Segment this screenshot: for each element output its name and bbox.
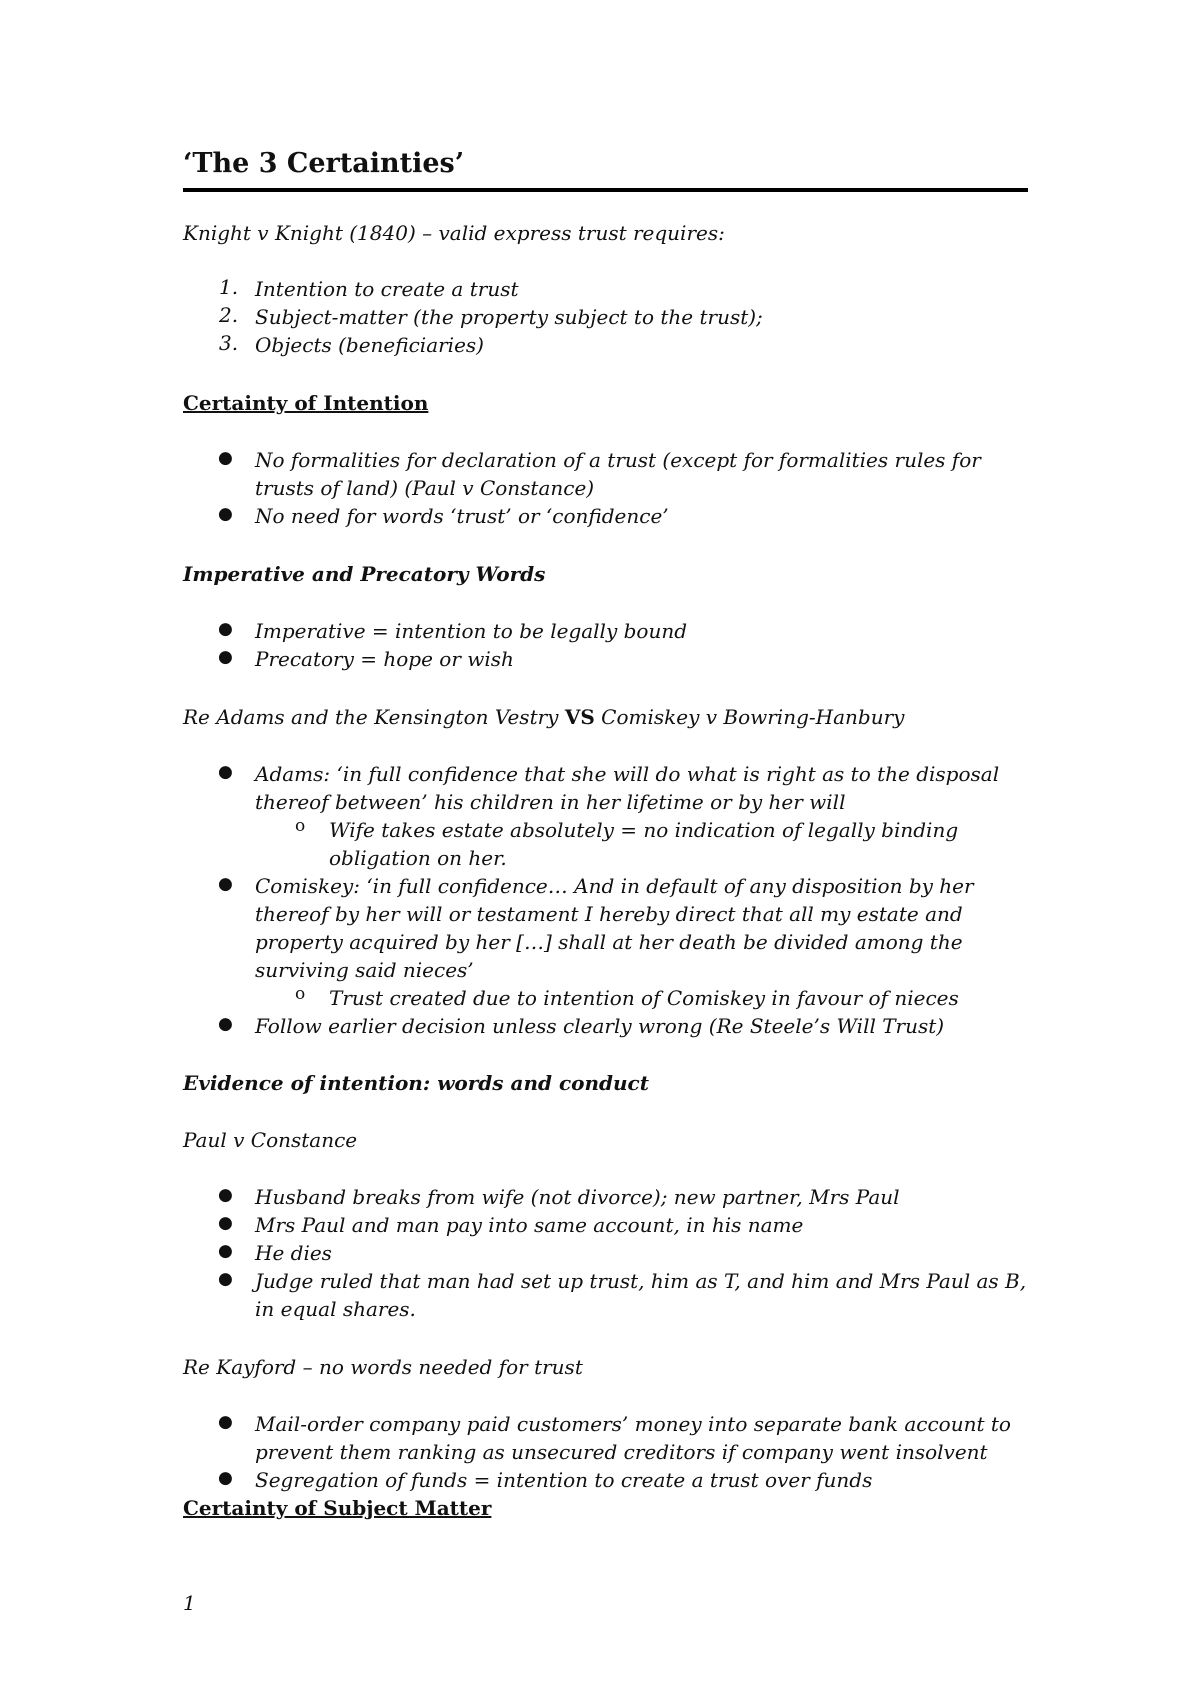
list-item: Precatory = hope or wish — [255, 647, 514, 671]
section-heading-subject: Certainty of Subject Matter — [183, 1496, 492, 1520]
sub-bullet-icon: o — [295, 816, 306, 836]
bullet-icon: ● — [218, 1269, 233, 1289]
bullet-icon: ● — [218, 448, 233, 468]
list-item: Follow earlier decision unless clearly wrong (Re Steele’s Will Trust) — [255, 1014, 945, 1038]
list-number: 2. — [219, 303, 239, 327]
list-item: No need for words ‘trust’ or ‘confidence’ — [255, 504, 669, 528]
list-item: Comiskey: ‘in full confidence… And in default of any disposition by her — [255, 874, 974, 898]
list-item-continued: in equal shares. — [255, 1297, 416, 1321]
intro-text: Knight v Knight (1840) – valid express trust requires: — [183, 221, 725, 245]
bullet-icon: ● — [218, 1468, 233, 1488]
sub-list-item: Wife takes estate absolutely = no indication of legally binding — [329, 818, 959, 842]
bullet-icon: ● — [218, 1213, 233, 1233]
list-item: Intention to create a trust — [255, 277, 519, 301]
list-item-continued: thereof between’ his children in her lifetime or by her will — [255, 790, 846, 814]
case-name: Re Adams and the Kensington Vestry — [183, 705, 565, 729]
case-heading-adams — [183, 703, 904, 731]
section-heading-intention: Certainty of Intention — [183, 391, 429, 415]
list-item: Mrs Paul and man pay into same account, in his name — [255, 1213, 804, 1237]
bullet-icon: ● — [218, 1412, 233, 1432]
list-item: Objects (beneficiaries) — [255, 333, 484, 357]
list-number: 1. — [219, 275, 239, 299]
case-heading-paul: Paul v Constance — [183, 1128, 358, 1152]
list-item: He dies — [255, 1241, 332, 1265]
sub-list-item: Trust created due to intention of Comiskey in favour of nieces — [329, 986, 959, 1010]
section-heading-words: Imperative and Precatory Words — [183, 562, 546, 586]
versus-label: VS — [564, 705, 595, 729]
list-item: Judge ruled that man had set up trust, him as T, and him and Mrs Paul as B, — [255, 1269, 1027, 1293]
page-number: 1 — [183, 1591, 196, 1615]
page-title: ‘The 3 Certainties’ — [183, 146, 1028, 192]
case-name: Comiskey v Bowring-Hanbury — [594, 705, 905, 729]
list-item-continued: surviving said nieces’ — [255, 958, 474, 982]
list-item: No formalities for declaration of a trust (except for formalities rules for — [255, 448, 981, 472]
case-heading-kayford: Re Kayford – no words needed for trust — [183, 1355, 583, 1379]
section-heading-evidence: Evidence of intention: words and conduct — [183, 1071, 649, 1095]
list-item-continued: prevent them ranking as unsecured creditors if company went insolvent — [255, 1440, 988, 1464]
list-item: Husband breaks from wife (not divorce); new partner, Mrs Paul — [255, 1185, 900, 1209]
bullet-icon: ● — [218, 762, 233, 782]
list-number: 3. — [219, 331, 239, 355]
sub-list-item-continued: obligation on her. — [329, 846, 507, 870]
list-item: Imperative = intention to be legally bound — [255, 619, 688, 643]
bullet-icon: ● — [218, 1241, 233, 1261]
bullet-icon: ● — [218, 504, 233, 524]
list-item-continued: trusts of land) (Paul v Constance) — [255, 476, 595, 500]
list-item: Mail-order company paid customers’ money into separate bank account to — [255, 1412, 1011, 1436]
list-item: Adams: ‘in full confidence that she will do what is right as to the disposal — [255, 762, 1000, 786]
list-item-continued: property acquired by her […] shall at her death be divided among the — [255, 930, 963, 954]
bullet-icon: ● — [218, 647, 233, 667]
list-item-continued: thereof by her will or testament I hereby direct that all my estate and — [255, 902, 963, 926]
bullet-icon: ● — [218, 1185, 233, 1205]
sub-bullet-icon: o — [295, 984, 306, 1004]
list-item: Segregation of funds = intention to create a trust over funds — [255, 1468, 873, 1492]
bullet-icon: ● — [218, 619, 233, 639]
bullet-icon: ● — [218, 874, 233, 894]
bullet-icon: ● — [218, 1014, 233, 1034]
list-item: Subject-matter (the property subject to the trust); — [255, 305, 763, 329]
